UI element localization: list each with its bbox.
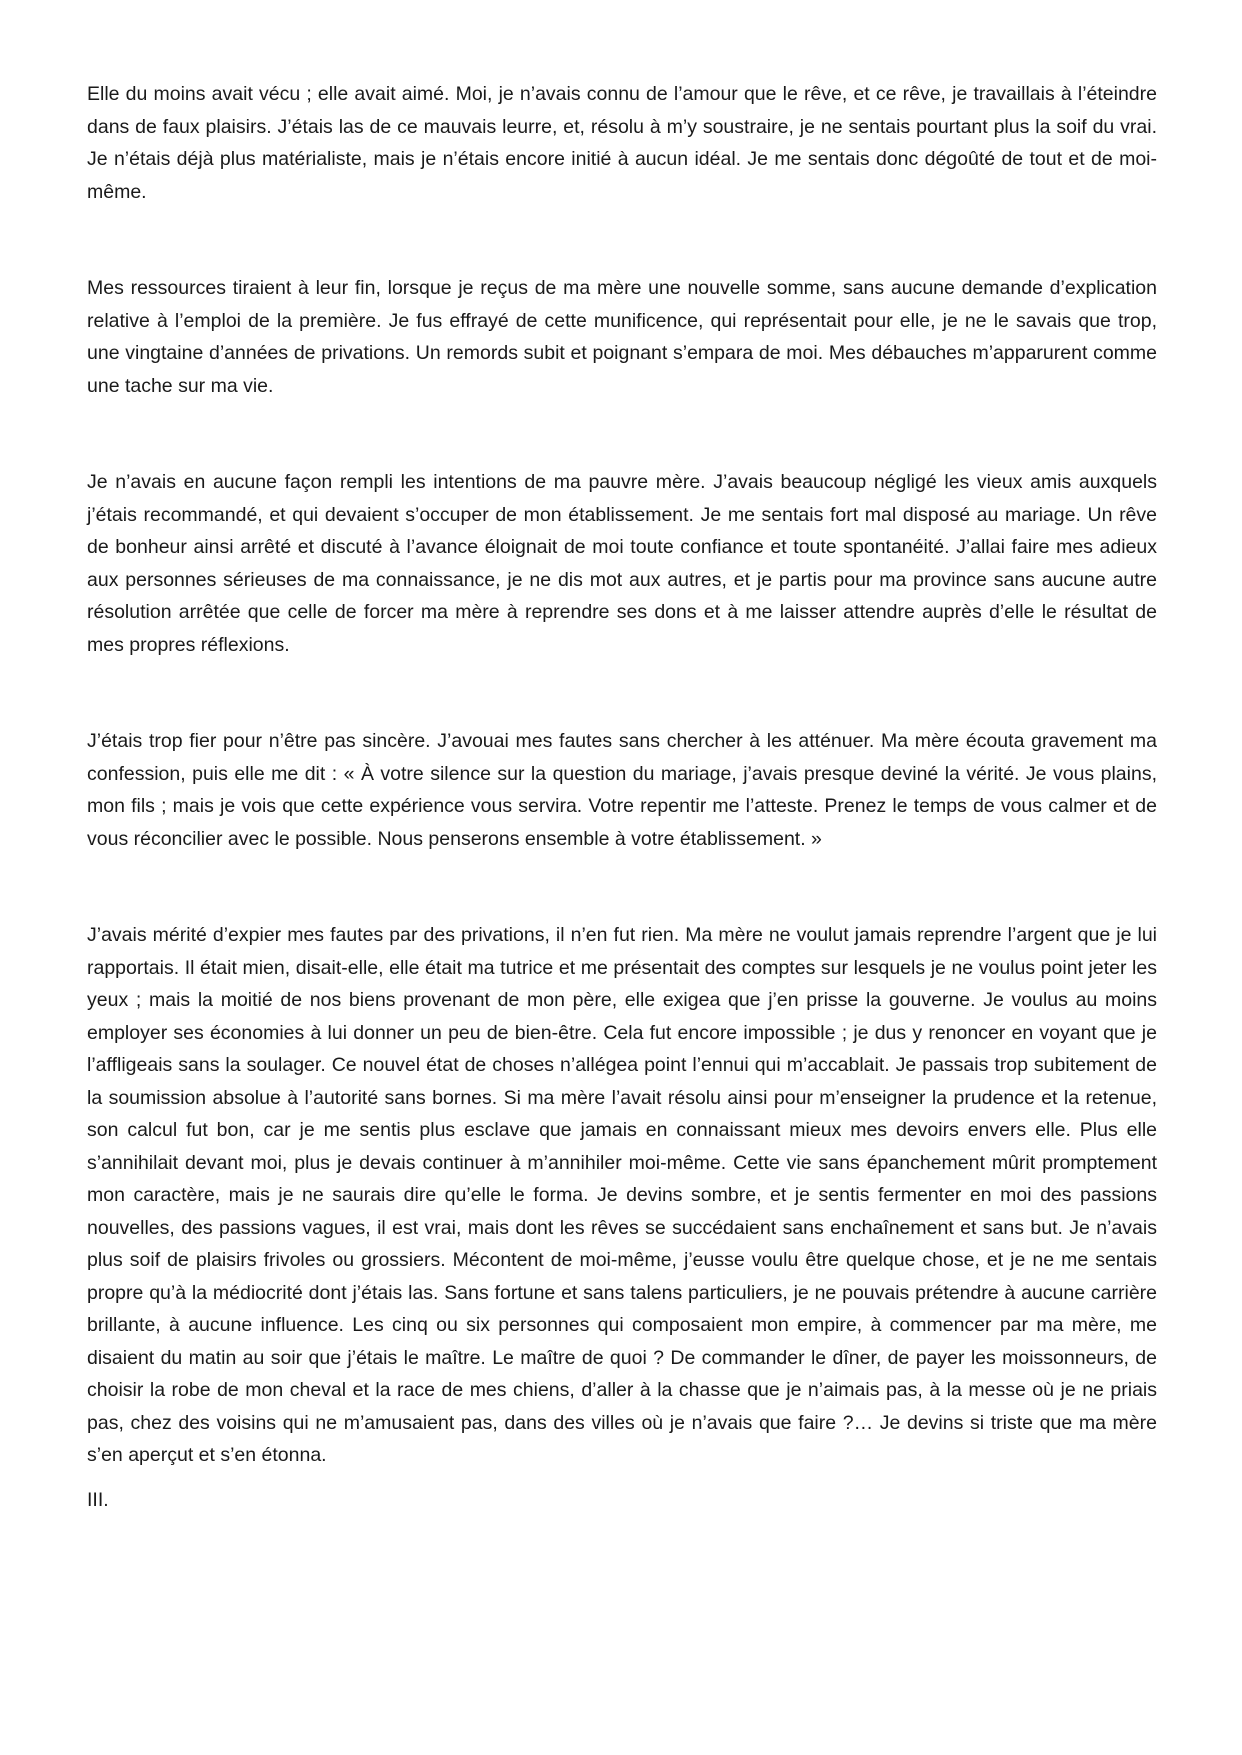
paragraph-3: Je n’avais en aucune façon rempli les intentions de ma pauvre mère. J’avais beaucoup négligé les vieux amis auxquels j’étais recommandé, et qui devaient s’occuper de mon établissement. Je me sentais fort mal disposé au mariage. Un rêve de bonheur ainsi arrêté et discuté à l’avance éloignait de moi toute confiance et toute spontanéité. J’allai faire mes adieux aux personnes sérieuses de ma connaissance, je ne dis mot aux autres, et je partis pour ma province sans aucune autre résolution arrêtée que celle de forcer ma mère à reprendre ses dons et à me laisser attendre auprès d’elle le résultat de mes propres réflexions. xyxy=(87,471,1157,656)
chapter-heading: III. xyxy=(87,1488,109,1511)
paragraph-1: Elle du moins avait vécu ; elle avait aimé. Moi, je n’avais connu de l’amour que le rêve, et ce rêve, je travaillais à l’éteindre dans de faux plaisirs. J’étais las de ce mauvais leurre, et, résolu à m’y soustraire, je ne sentais pourtant plus la soif du vrai. Je n’étais déjà plus matérialiste, mais je n’étais encore initié à aucun idéal. Je me sentais donc dégoûté de tout et de moi-même. xyxy=(87,83,1157,203)
paragraph-2: Mes ressources tiraient à leur fin, lorsque je reçus de ma mère une nouvelle somme, sans aucune demande d’explication relative à l’emploi de la première. Je fus effrayé de cette munificence, qui représentait pour elle, je ne le savais que trop, une vingtaine d’années de privations. Un remords subit et poignant s’empara de moi. Mes débauches m’apparurent comme une tache sur ma vie. xyxy=(87,277,1157,397)
paragraph-4: J’étais trop fier pour n’être pas sincère. J’avouai mes fautes sans chercher à les atténuer. Ma mère écouta gravement ma confession, puis elle me dit : « À votre silence sur la question du mariage, j’avais presque deviné la vérité. Je vous plains, mon fils ; mais je vois que cette expérience vous servira. Votre repentir me l’atteste. Prenez le temps de vous calmer et de vous réconcilier avec le possible. Nous penserons ensemble à votre établissement. » xyxy=(87,730,1157,850)
document-page xyxy=(87,78,1157,1516)
paragraph-5: J’avais mérité d’expier mes fautes par des privations, il n’en fut rien. Ma mère ne voulut jamais reprendre l’argent que je lui rapportais. Il était mien, disait-elle, elle était ma tutrice et me présentait des comptes sur lesquels je ne voulus point jeter les yeux ; mais la moitié de nos biens provenant de mon père, elle exigea que j’en prisse la gouverne. Je voulus au moins employer ses économies à lui donner un peu de bien-être. Cela fut encore impossible ; je dus y renoncer en voyant que je l’affligeais sans la soulager. Ce nouvel état de choses n’allégea point l’ennui qui m’accablait. Je passais trop subitement de la soumission absolue à l’autorité sans bornes. Si ma mère l’avait résolu ainsi pour m’enseigner la prudence et la retenue, son calcul fut bon, car je me sentis plus esclave que jamais en connaissant mieux mes devoirs envers elle. Plus elle s’annihilait devant moi, plus je devais continuer à m’annihiler moi-même. Cette vie sans épanchement mûrit promptement mon caractère, mais je ne saurais dire qu’elle le forma. Je devins sombre, et je sentis fermenter en moi des passions nouvelles, des passions vagues, il est vrai, mais dont les rêves se succédaient sans enchaînement et sans but. Je n’avais plus soif de plaisirs frivoles ou grossiers. Mécontent de moi-même, j’eusse voulu être quelque chose, et je ne me sentais propre qu’à la médiocrité dont j’étais las. Sans fortune et sans talens particuliers, je ne pouvais prétendre à aucune carrière brillante, à aucune influence. Les cinq ou six personnes qui composaient mon empire, à commencer par ma mère, me disaient du matin au soir que j’étais le maître. Le maître de quoi ? De commander le dîner, de payer les moissonneurs, de choisir la robe de mon cheval et la race de mes chiens, d’aller à la chasse que je n’aimais pas, à la messe où je ne priais pas, chez des voisins qui ne m’amusaient pas, dans des villes où je n’avais que faire ?… Je devins si triste que ma mère s’en aperçut et s’en étonna. xyxy=(87,924,1157,1466)
